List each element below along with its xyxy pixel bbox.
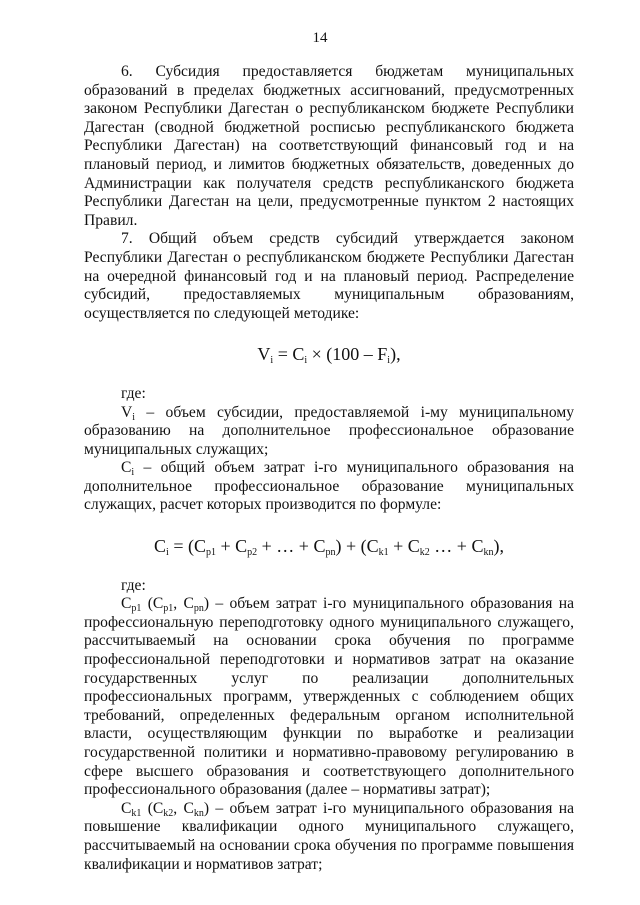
definition-cp: $C_{p1}$ ($C_{p1}$, $C_{pn}$) – объем затрат i-го муниципального образования на профессиональную переподготовку одного муниципального служащего, рассчитываемый на основании срока обучения по программе профессиональной переподготовки и нормативов затрат на оказание государственных услуг по реализации дополнительных профессиональных программ, утвержденных с соблюдением общих требований, определенных федеральным органом исполнительной власти, осуществляющим функции по выработке и реализации государственной политики и нормативно-правовому регулированию в сфере высшего образования и соответствующего дополнительного профессионального образования (далее – нормативы затрат); <box>84 595 575 799</box>
definition-v: $V_i$ – объем субсидии, предоставляемой i-му муниципальному образованию на дополнительное профессиональное образование муниципальных служащих; <box>84 403 574 458</box>
definition-ck: $C_{k1}$ ($C_{k2}$, $C_{kn}$) – объем затрат i-го муниципального образования на повышение квалификации одного муниципального служащего, рассчитываемый на основании срока обучения по программе повышения квалификации и нормативов затрат; <box>84 799 575 873</box>
formula-subsidy: $V_i = C_i \times (100 - F_i)$, <box>257 344 401 367</box>
document-body <box>84 63 574 874</box>
where-label-1: где: <box>121 384 146 402</box>
paragraph-6: 6. Субсидия предоставляется бюджетам муниципальных образований в пределах бюджетных ассигнований, предусмотренных законом Республики Дагестан о республиканском бюджете Республики Дагестан (сводной бюджетной росписью республиканского бюджета Республики Дагестан) на соответствующий финансовый год и на плановый период, и лимитов бюджетных обязательств, доведенных до Администрации как получателя средств республиканского бюджета Республики Дагестан на цели, предусмотренные пунктом 2 настоящих Правил. <box>84 63 574 229</box>
page-number: 14 <box>312 30 328 46</box>
formula-total-cost: $C_i = (C_{p1} + C_{p2}$ + … + $C_{pn}) + (C_{k1} + C_{k2}$ … + $C_{kn}$), <box>154 536 504 559</box>
definition-c: $C_i$ – общий объем затрат i-го муниципального образования на дополнительное профессиональное образование муниципальных служащих, расчет которых производится по формуле: <box>84 459 574 514</box>
paragraph-7: 7. Общий объем средств субсидий утверждается законом Республики Дагестан о республиканском бюджете Республики Дагестан на очередной финансовый год и на плановый период. Распределение субсидий, предоставляемых муниципальным образованиям, осуществляется по следующей методике: <box>84 230 574 322</box>
where-label-2: где: <box>121 576 146 594</box>
